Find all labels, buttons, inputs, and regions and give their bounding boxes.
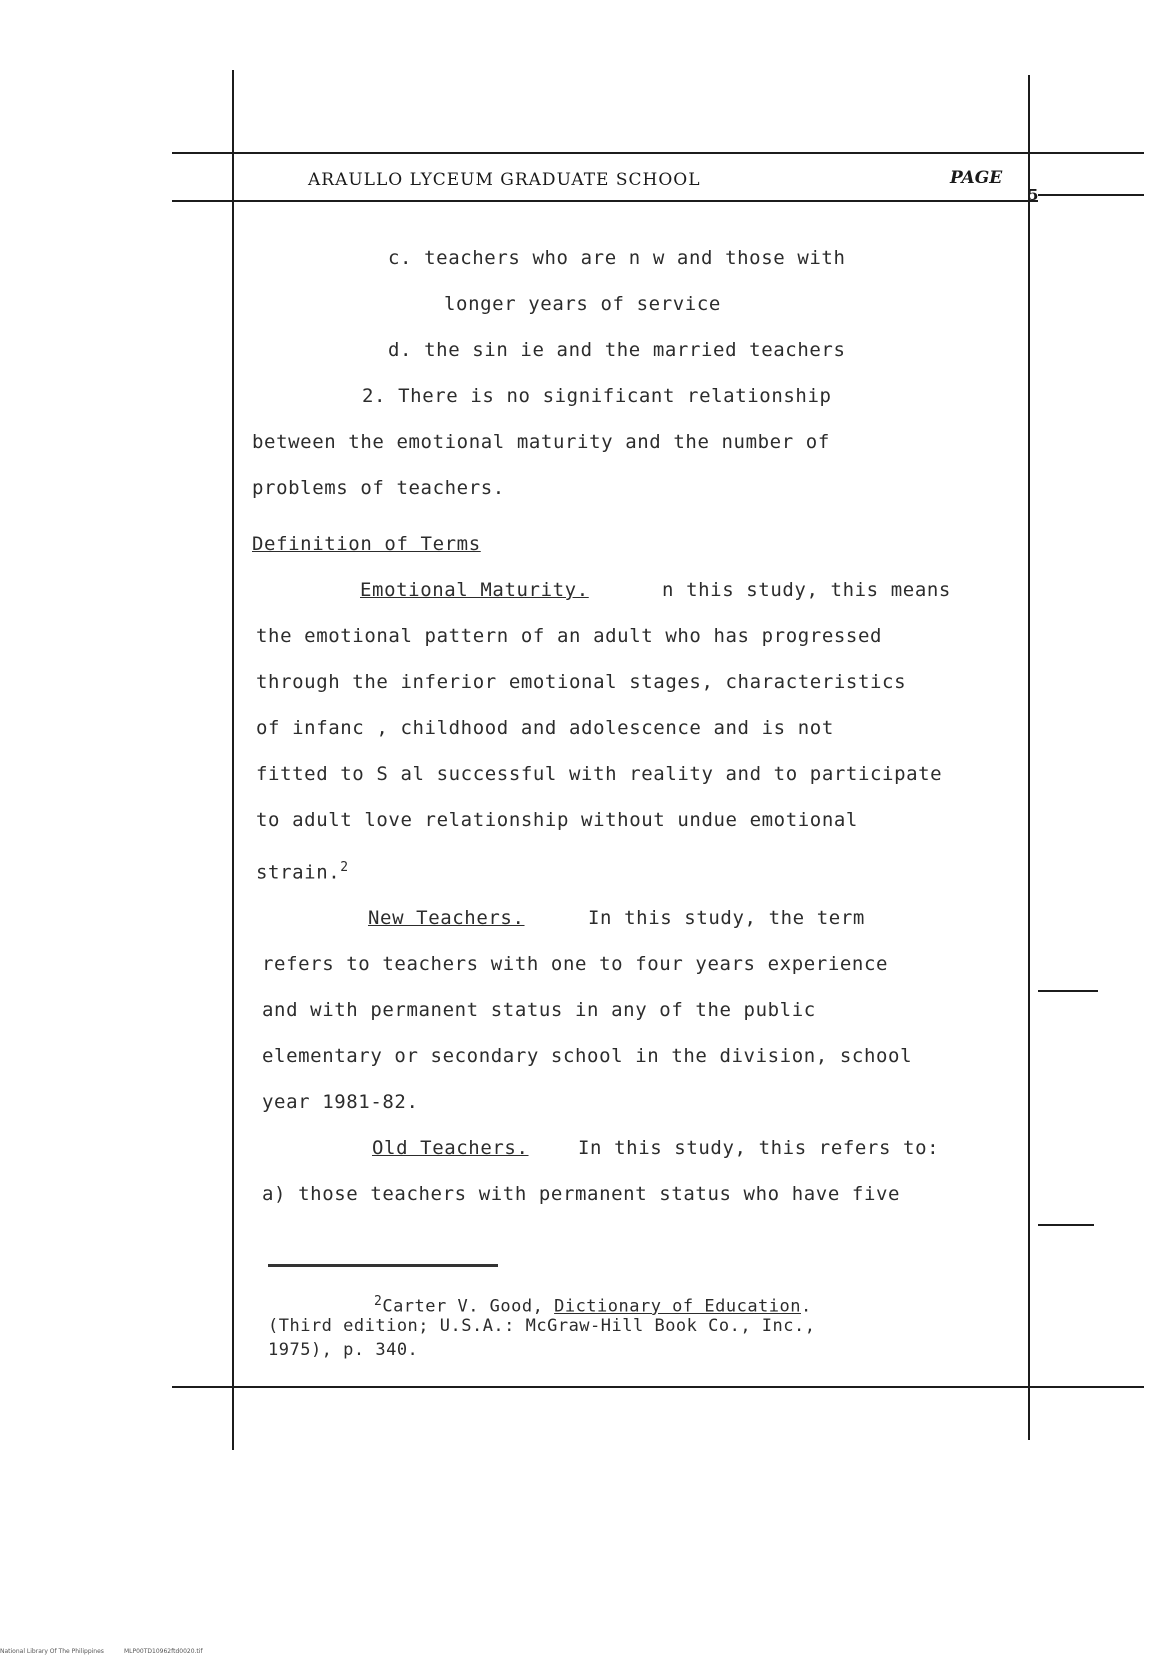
term-old-teachers: Old Teachers.	[372, 1137, 529, 1159]
footnote-separator	[268, 1264, 498, 1267]
archive-library-name: National Library Of The Philippines	[0, 1648, 104, 1655]
footnote-book-title: Dictionary of Education	[554, 1296, 801, 1317]
emotional-maturity-def-end: strain.	[256, 861, 341, 884]
emotional-maturity-def-3: through the inferior emotional stages, characteristics	[256, 671, 907, 693]
hypothesis-item-c-cont: longer years of service	[444, 293, 721, 315]
archive-footer	[0, 1648, 223, 1655]
left-margin-rule	[232, 70, 234, 1450]
footnote-line-1	[374, 1292, 812, 1317]
old-teachers-def-1: In this study, this refers to:	[578, 1137, 940, 1159]
term-new-teachers: New Teachers.	[368, 907, 525, 929]
hypothesis-item-c: c. teachers who are n w and those with	[388, 247, 846, 269]
new-teachers-def-4: elementary or secondary school in the division, school	[262, 1045, 913, 1067]
page-label: PAGE	[950, 168, 1003, 188]
school-header-title: ARAULLO LYCEUM GRADUATE SCHOOL	[308, 170, 701, 190]
hypothesis-2-cont: between the emotional maturity and the number of	[252, 431, 830, 453]
footnote-line-2: (Third edition; U.S.A.: McGraw-Hill Book Co., Inc.,	[268, 1316, 816, 1336]
new-teachers-def-2: refers to teachers with one to four years experience	[262, 953, 889, 975]
header-bottom-rule	[172, 200, 1038, 202]
footnote-line-3: 1975), p. 340.	[268, 1340, 419, 1360]
new-teachers-def-3: and with permanent status in any of the public	[262, 999, 816, 1021]
header-bottom-rule-right	[1038, 194, 1144, 196]
emotional-maturity-def-1: n this study, this means	[662, 579, 951, 601]
hypothesis-2-end: problems of teachers.	[252, 477, 505, 499]
hypothesis-item-d: d. the sin ie and the married teachers	[388, 339, 846, 361]
new-teachers-def-5: year 1981-82.	[262, 1091, 419, 1113]
header-top-rule	[172, 152, 1144, 154]
emotional-maturity-def-4: of infanc , childhood and adolescence and is not	[256, 717, 834, 739]
hypothesis-2: 2. There is no significant relationship	[362, 385, 832, 407]
emotional-maturity-def-6: to adult love relationship without undue emotional	[256, 809, 858, 831]
page-number: 5	[1028, 186, 1039, 204]
footnote-marker: 2	[374, 1294, 383, 1309]
section-heading-definition-of-terms: Definition of Terms	[252, 533, 481, 555]
emotional-maturity-def-7	[256, 856, 349, 884]
footnote-ref-2: 2	[340, 860, 349, 875]
old-teachers-def-2: a) those teachers with permanent status who have five	[262, 1183, 901, 1205]
footnote-author: Carter V. Good,	[382, 1296, 555, 1317]
footnote-punct: .	[801, 1296, 812, 1317]
margin-tick-1	[1038, 990, 1098, 992]
right-margin-rule	[1028, 75, 1030, 1440]
footer-rule	[172, 1386, 1144, 1388]
term-emotional-maturity: Emotional Maturity.	[360, 579, 589, 601]
margin-tick-2	[1038, 1224, 1094, 1226]
emotional-maturity-def-5: fitted to S al successful with reality and to participate	[256, 763, 943, 785]
emotional-maturity-def-2: the emotional pattern of an adult who has progressed	[256, 625, 883, 647]
archive-file-name: MLP00TD10962ftd0020.tif	[123, 1648, 203, 1655]
new-teachers-def-1: In this study, the term	[588, 907, 865, 929]
